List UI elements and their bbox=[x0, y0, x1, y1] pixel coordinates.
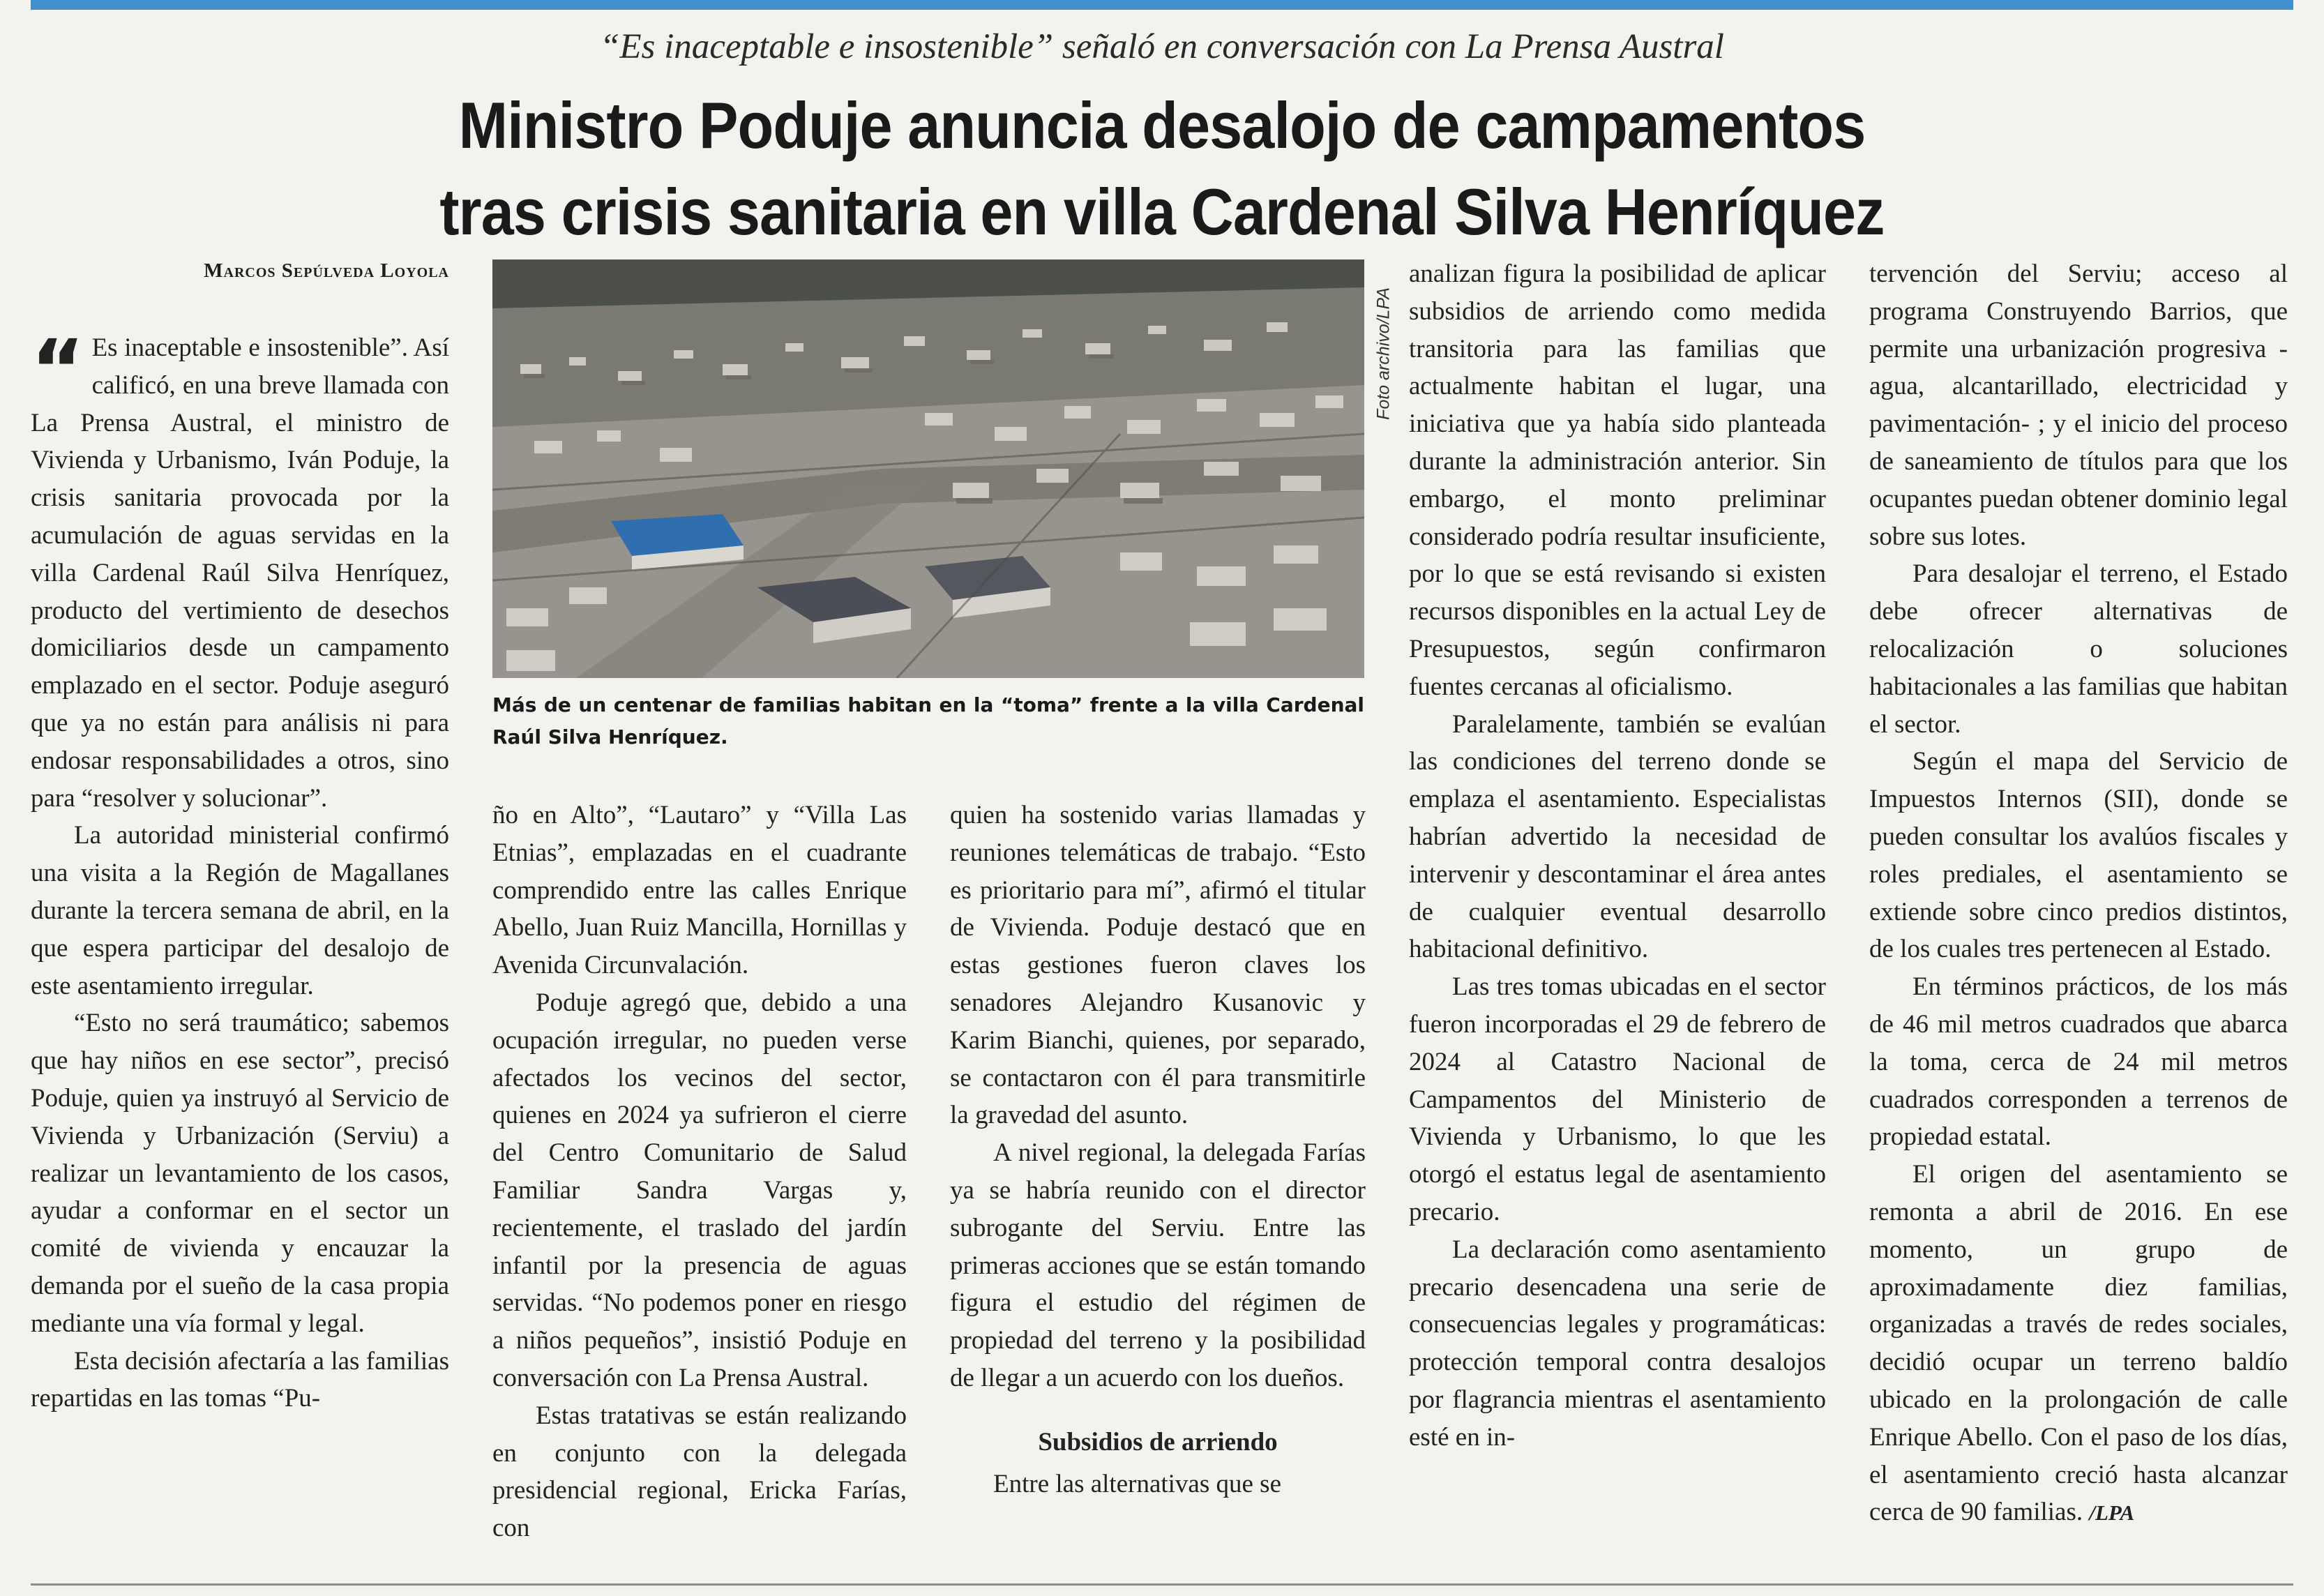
bottom-rule bbox=[31, 1583, 2293, 1586]
paragraph: A nivel regional, la delegada Farías ya se habría reunido con el director subrogante del Serviu. Entre las primeras acciones que se están tomando figura el estudio del régimen de propiedad del terreno y la posibilidad de llegar a un acuerdo con los dueños. bbox=[950, 1138, 1366, 1392]
paragraph: Paralelamente, también se evalúan las condiciones del terreno donde se emplaza el asentamiento. Especialistas habrían advertido la necesidad de intervenir y descontaminar el área antes de cualquier eventual desarrollo habitacional definitivo. bbox=[1409, 709, 1826, 964]
paragraph: quien ha sostenido varias llamadas y reuniones telemáticas de trabajo. “Esto es prioritario para mí”, afirmó el titular de Vivienda. Poduje destacó que en estas gestiones fueron claves los senadores Alejandro Kusanovic y Karim Bianchi, quienes, por separado, se contactaron con él para transmitirle la gravedad del asunto. bbox=[950, 801, 1366, 1130]
paragraph: Poduje agregó que, debido a una ocupación irregular, no pueden verse afectados los vecinos del sector, quienes en 2024 ya sufrieron el cierre del Centro Comunitario de Salud Familiar Sandra Vargas y, recientemente, el traslado del jardín infantil por la presencia de aguas servidas. “No podemos poner en riesgo a niños pequeños”, insistió Poduje en conversación con La Prensa Austral. bbox=[492, 988, 907, 1392]
kicker-quote: “Es inaceptable e insostenible” señaló en conversación con La Prensa Austral bbox=[600, 27, 1724, 66]
photo-caption: Más de un centenar de familias habitan en la “toma” frente a la villa Cardenal Raúl Silva Henríquez. bbox=[492, 693, 1364, 748]
headline-line-2: tras crisis sanitaria en villa Cardenal Silva Henríquez bbox=[439, 175, 1885, 248]
paragraph bbox=[1869, 1156, 2288, 1532]
paragraph: Para desalojar el terreno, el Estado debe ofrecer alternativas de relocalización o soluciones habitacionales a las familias que habitan el sector. bbox=[1869, 559, 2288, 739]
top-accent-bar bbox=[31, 0, 2293, 10]
paragraph: La autoridad ministerial confirmó una visita a la Región de Magallanes durante la tercera semana de abril, en la que espera participar del desalojo de este asentamiento irregular. bbox=[31, 821, 449, 1000]
paragraph: Entre las alternativas que se bbox=[993, 1469, 1281, 1498]
article-column-5 bbox=[1869, 255, 2288, 1532]
article-column-3 bbox=[950, 797, 1366, 1503]
paragraph: Según el mapa del Servicio de Impuestos Internos (SII), donde se pueden consultar los avalúos fiscales y roles prediales, el asentamiento se extiende sobre cinco predios distintos, de los cuales tres pertenecen al Estado. bbox=[1869, 747, 2288, 964]
photo-credit: Foto archivo/LPA bbox=[1373, 287, 1394, 420]
article-column-2 bbox=[492, 797, 907, 1547]
closing-paragraph-text: El origen del asentamiento se remonta a abril de 2016. En ese momento, un grupo de aproximadamente diez familias, organizadas a través de redes sociales, decidió ocupar un terreno baldío ubicado en la prolongación de calle Enrique Abello. Con el paso de los días, el asentamiento creció hasta alcanzar cerca de 90 familias. bbox=[1869, 1160, 2288, 1527]
signature: /LPA bbox=[2089, 1500, 2135, 1526]
section-subhead: Subsidios de arriendo bbox=[1038, 1427, 1278, 1456]
paragraph: Estas tratativas se están realizando en conjunto con la delegada presidencial regional, Ericka Farías, con bbox=[492, 1401, 907, 1543]
article-column-1 bbox=[31, 322, 449, 1417]
headline-line-1: Ministro Poduje anuncia desalojo de campamentos bbox=[458, 89, 1866, 162]
paragraph: “Esto no será traumático; sabemos que hay niños en ese sector”, precisó Poduje, quien ya instruyó al Servicio de Vivienda y Urbanización (Serviu) a realizar un levantamiento de los casos, ayudar a conformar en el sector un comité de vivienda y encauzar la demanda por el sueño de la casa propia mediante una vía formal y legal. bbox=[31, 1009, 449, 1338]
lead-paragraph bbox=[31, 322, 449, 817]
paragraph: La declaración como asentamiento precario desencadena una serie de consecuencias legales y programáticas: protección temporal contra desalojos por flagrancia mientras el asentamiento esté en in- bbox=[1409, 1235, 1826, 1452]
settlement-aerial-photo bbox=[492, 259, 1364, 678]
lead-paragraph-text: Es inaceptable e insostenible”. Así calificó, en una breve llamada con La Prensa Austral, el ministro de Vivienda y Urbanismo, Iván Poduje, la crisis sanitaria provocada por la acumulación de aguas servidas en la villa Cardenal Raúl Silva Henríquez, producto del vertimiento de desechos domiciliarios desde un campamento emplazado en el sector. Poduje aseguró que ya no están para análisis ni para endosar responsabilidades a otros, sino para “resolver y solucionar”. bbox=[31, 333, 449, 813]
paragraph: En términos prácticos, de los más de 46 mil metros cuadrados que abarca la toma, cerca de 24 mil metros cuadrados corresponden a terrenos de propiedad estatal. bbox=[1869, 972, 2288, 1152]
paragraph: ño en Alto”, “Lautaro” y “Villa Las Etnias”, emplazadas en el cuadrante comprendido entre las calles Enrique Abello, Juan Ruiz Mancilla, Hornillas y Avenida Circunvalación. bbox=[492, 801, 907, 980]
opening-quote-mark: “ bbox=[31, 322, 85, 418]
paragraph: tervención del Serviu; acceso al programa Construyendo Barrios, que permite una urbanización progresiva -agua, alcantarillado, electricidad y pavimentación- ; y el inicio del proceso de saneamiento de títulos para que los ocupantes puedan obtener dominio legal sobre sus lotes. bbox=[1869, 259, 2288, 551]
byline: Marcos Sepúlveda Loyola bbox=[204, 259, 449, 282]
headline bbox=[116, 82, 2208, 255]
article-column-4 bbox=[1409, 255, 1826, 1456]
paragraph: analizan figura la posibilidad de aplicar subsidios de arriendo como medida transitoria para las familias que actualmente habitan el lugar, una iniciativa que ya había sido planteada durante la administración anterior. Sin embargo, el monto preliminar considerado podría resultar insuficiente, por lo que se está revisando si existen recursos disponibles en la actual Ley de Presupuestos, según confirmaron fuentes cercanas al oficialismo. bbox=[1409, 259, 1826, 701]
paragraph: Las tres tomas ubicadas en el sector fueron incorporadas el 29 de febrero de 2024 al Catastro Nacional de Campamentos del Ministerio de Vivienda y Urbanismo, lo que les otorgó el estatus legal de asentamiento precario. bbox=[1409, 972, 1826, 1226]
paragraph: Esta decisión afectaría a las familias repartidas en las tomas “Pu- bbox=[31, 1346, 449, 1413]
